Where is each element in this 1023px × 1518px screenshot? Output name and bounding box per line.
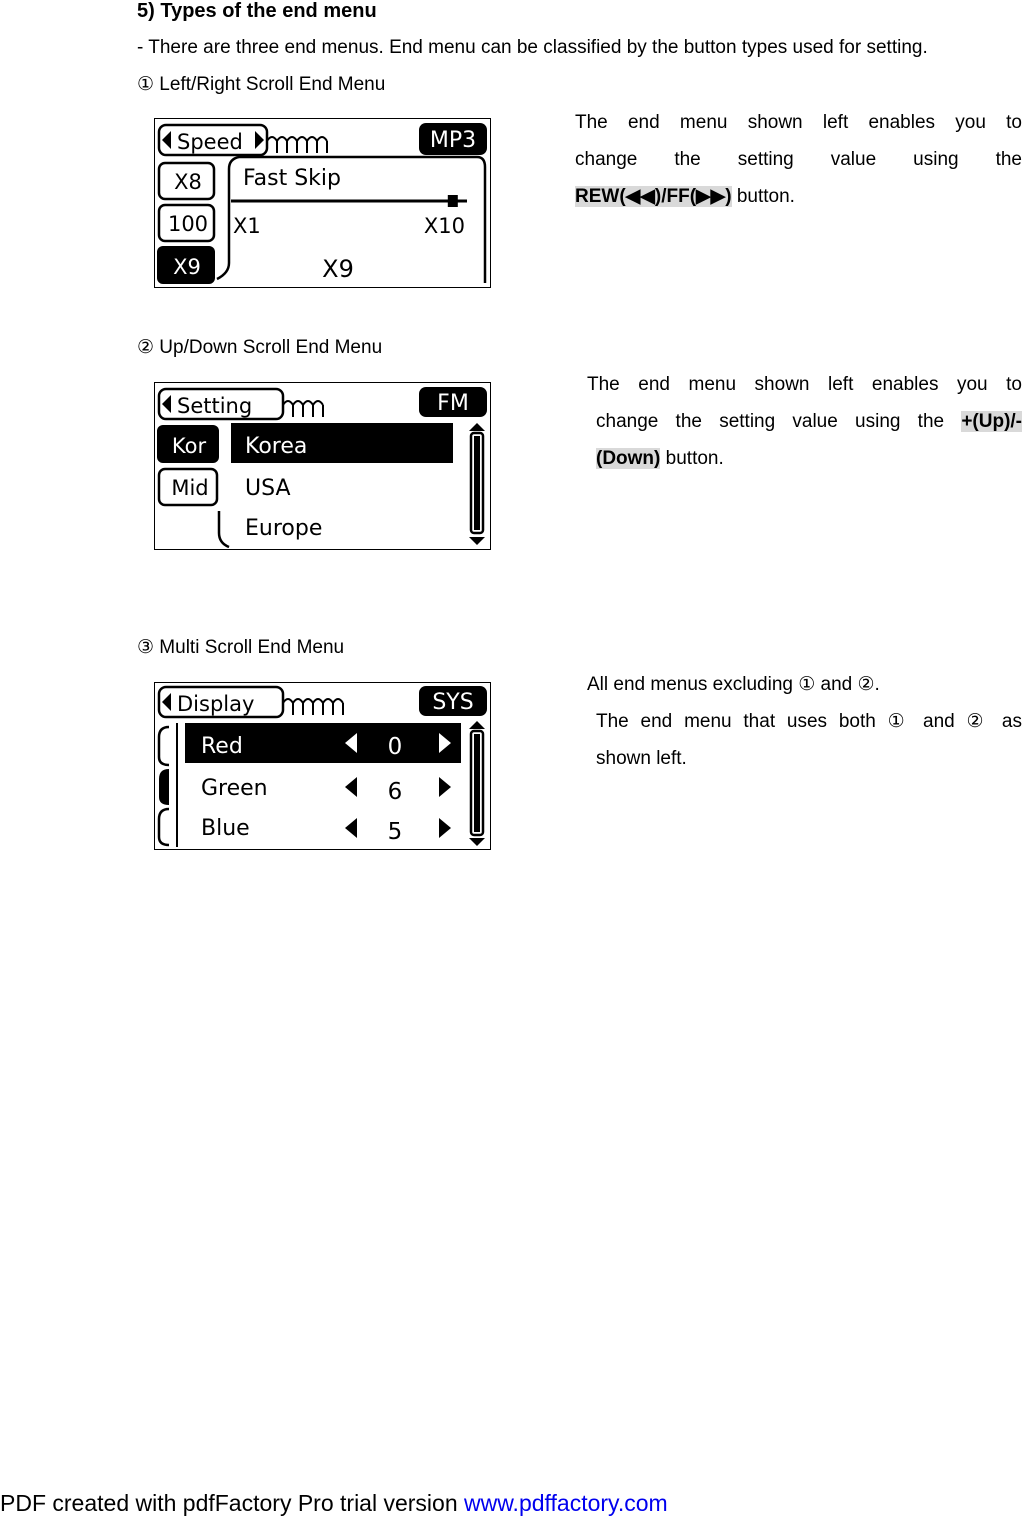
content-heading: Fast Skip: [243, 166, 341, 191]
tab-right-arrow-icon: [255, 131, 264, 149]
row-3-left-arrow-icon: [345, 818, 357, 838]
tab-scallop: [267, 137, 327, 141]
footer-link[interactable]: www.pdffactory.com: [464, 1490, 668, 1516]
list-item-3: Europe: [245, 516, 323, 541]
menu2-lcd: [155, 383, 489, 548]
slider-max: X10: [423, 214, 465, 238]
menu2-description-cont: [596, 403, 1022, 477]
menu3-lcd: [155, 683, 489, 848]
tab-label: Setting: [177, 394, 253, 418]
menu2-title: ② Up/Down Scroll End Menu: [137, 337, 383, 358]
badge-label: MP3: [429, 128, 477, 153]
row-1-value: 0: [387, 734, 403, 760]
side-bracket-3: [159, 809, 169, 845]
current-value: X9: [322, 255, 354, 283]
row-3-label: Blue: [201, 816, 250, 841]
tab-scallop-lines: [293, 703, 343, 715]
tab-scallop: [283, 401, 323, 405]
pdf-footer: [0, 1492, 668, 1514]
menu2-description: [587, 366, 1022, 403]
tab-scallop-lines: [277, 141, 327, 153]
menu3-description: [596, 703, 1022, 777]
menu2-screen: [154, 382, 491, 550]
scroll-up-arrow-icon: [469, 721, 485, 729]
tab-label: Display: [177, 692, 255, 716]
row-2-left-arrow-icon: [345, 777, 357, 797]
menu1-desc-line3: [575, 178, 1022, 215]
tab-left-arrow-icon: [162, 131, 171, 149]
slider-min: X1: [233, 214, 261, 238]
side-item-1-label: Kor: [171, 434, 207, 458]
menu3-desc-line3: shown left.: [596, 748, 687, 769]
menu3-title: ③ Multi Scroll End Menu: [137, 637, 345, 658]
row-2-right-arrow-icon: [439, 777, 451, 797]
section-heading: 5) Types of the end menu: [137, 0, 377, 22]
tab-left-arrow-icon: [162, 395, 171, 413]
tab-label: Speed: [177, 130, 243, 154]
list-item-1: Korea: [245, 434, 308, 459]
side-divider: [219, 511, 229, 547]
row-3-value: 5: [387, 819, 403, 845]
menu2-desc-prefix: change the setting value using the: [596, 411, 962, 432]
side-item-1-label: X8: [174, 170, 202, 194]
menu1-desc-tail: button.: [731, 186, 795, 207]
up-button-label: +(Up)/-: [961, 411, 1022, 432]
menu3-desc-line2: The end menu that uses both ① and ② as: [596, 711, 1022, 732]
side-bracket-1: [159, 727, 169, 765]
menu2-desc-line2: [596, 403, 1022, 440]
badge-label: FM: [437, 391, 469, 416]
menu2-desc-line1: The end menu shown left enables you to: [587, 374, 1022, 395]
scroll-down-arrow-icon: [469, 537, 485, 545]
menu1-description: [575, 104, 1022, 215]
menu3-screen: [154, 682, 491, 850]
menu1-lcd: [155, 119, 489, 286]
menu2-desc-tail: button.: [660, 448, 724, 469]
side-bracket-2: [159, 769, 169, 805]
slider-thumb: [448, 195, 458, 207]
list-item-2: USA: [245, 476, 291, 501]
menu1-desc-line1: The end menu shown left enables you to: [575, 112, 1022, 133]
side-item-2-label: 100: [167, 212, 209, 236]
badge-label: SYS: [432, 690, 474, 715]
section-intro: - There are three end menus. End menu can be classified by the button types used for setting.: [137, 37, 928, 58]
menu3-desc-line1: All end menus excluding ① and ②.: [587, 674, 880, 695]
scroll-up-arrow-icon: [469, 423, 485, 431]
tab-left-arrow-icon: [162, 693, 171, 711]
scrollbar-thumb: [474, 734, 480, 832]
menu2-desc-line3: [596, 440, 1022, 477]
row-2-value: 6: [387, 779, 403, 805]
row-3-right-arrow-icon: [439, 818, 451, 838]
side-item-2-label: Mid: [171, 476, 209, 500]
row-1-label: Red: [201, 734, 243, 759]
tab-scallop-lines: [293, 405, 323, 417]
rew-ff-button-label: REW(◀◀)/FF(▶▶): [575, 186, 732, 207]
menu1-screen: [154, 118, 491, 288]
scroll-down-arrow-icon: [469, 838, 485, 846]
menu1-desc-line2: change the setting value using the: [575, 149, 1022, 170]
menu1-title: ① Left/Right Scroll End Menu: [137, 74, 386, 95]
row-2-label: Green: [201, 776, 268, 801]
scrollbar-thumb: [474, 436, 480, 530]
footer-text: PDF created with pdfFactory Pro trial version: [0, 1490, 464, 1516]
side-item-3-label: X9: [173, 255, 201, 279]
down-button-label: (Down): [596, 448, 661, 469]
tab-scallop: [283, 699, 343, 703]
